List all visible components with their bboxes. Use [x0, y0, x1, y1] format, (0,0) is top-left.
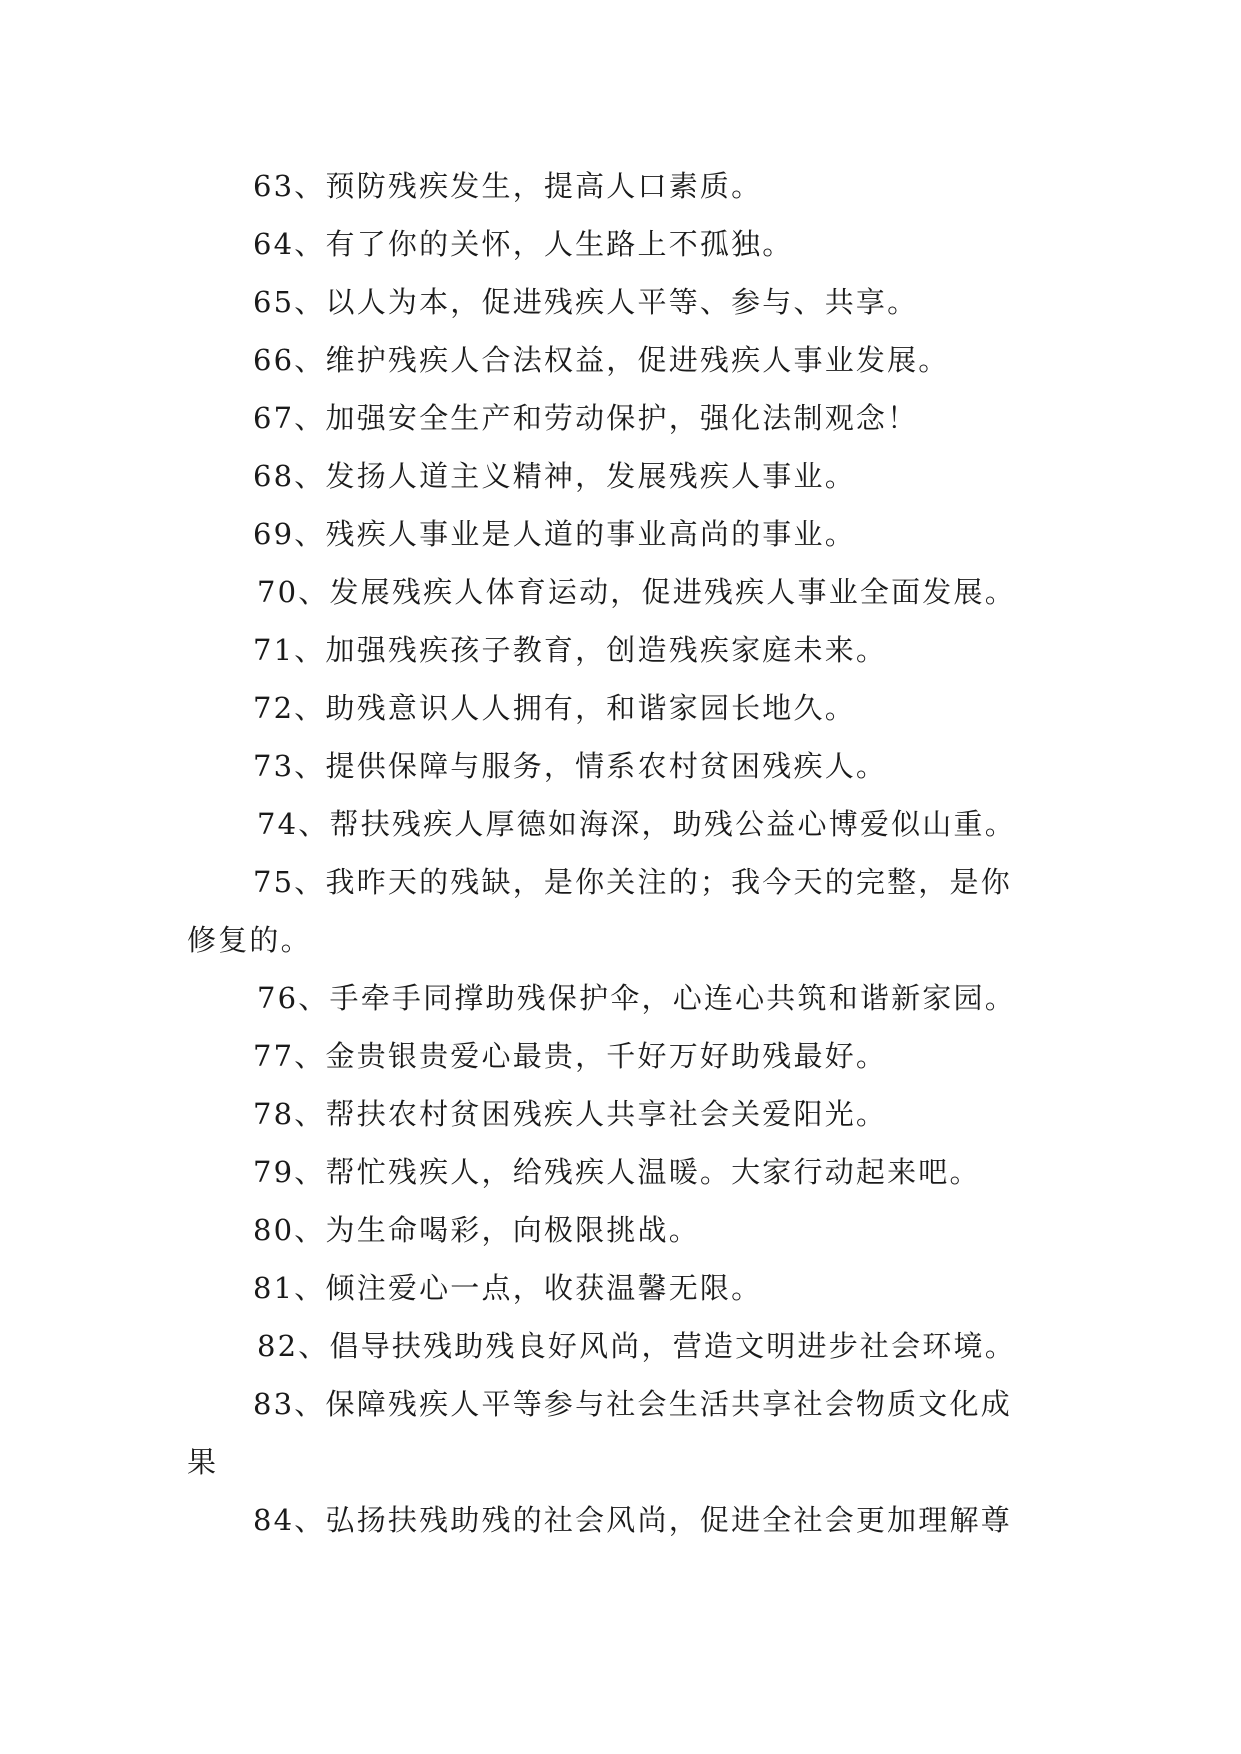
- list-item: 84、弘扬扶残助残的社会风尚，促进全社会更加理解尊: [253, 1503, 1012, 1537]
- list-item: 80、为生命喝彩，向极限挑战。: [253, 1213, 700, 1247]
- list-item: 74、帮扶残疾人厚德如海深，助残公益心博爱似山重。: [257, 807, 1016, 841]
- list-item: 65、以人为本，促进残疾人平等、参与、共享。: [253, 285, 919, 319]
- list-item: 73、提供保障与服务，情系农村贫困残疾人。: [253, 749, 888, 783]
- list-item: 67、加强安全生产和劳动保护，强化法制观念！: [253, 401, 919, 435]
- list-item: 77、金贵银贵爱心最贵，千好万好助残最好。: [253, 1039, 888, 1073]
- list-item: 64、有了你的关怀，人生路上不孤独。: [253, 227, 794, 261]
- list-item: 68、发扬人道主义精神，发展残疾人事业。: [253, 459, 856, 493]
- document-body: [187, 157, 1067, 1549]
- list-item: 66、维护残疾人合法权益，促进残疾人事业发展。: [253, 343, 950, 377]
- list-item: 63、预防残疾发生，提高人口素质。: [253, 169, 763, 203]
- list-item: 75、我昨天的残缺，是你关注的；我今天的完整，是你: [253, 865, 1012, 899]
- list-item: 76、手牵手同撑助残保护伞，心连心共筑和谐新家园。: [257, 981, 1016, 1015]
- list-item: 79、帮忙残疾人，给残疾人温暖。大家行动起来吧。: [253, 1155, 981, 1189]
- list-item: 71、加强残疾孩子教育，创造残疾家庭未来。: [253, 633, 888, 667]
- list-item: 72、助残意识人人拥有，和谐家园长地久。: [253, 691, 856, 725]
- list-item: 70、发展残疾人体育运动，促进残疾人事业全面发展。: [257, 575, 1016, 609]
- list-item: 83、保障残疾人平等参与社会生活共享社会物质文化成: [253, 1387, 1012, 1421]
- list-item: 78、帮扶农村贫困残疾人共享社会关爱阳光。: [253, 1097, 888, 1131]
- list-item: 82、倡导扶残助残良好风尚，营造文明进步社会环境。: [257, 1329, 1016, 1363]
- list-item-continuation: 果: [187, 1445, 219, 1479]
- list-item: 69、残疾人事业是人道的事业高尚的事业。: [253, 517, 856, 551]
- list-item: 81、倾注爱心一点，收获温馨无限。: [253, 1271, 763, 1305]
- list-item-continuation: 修复的。: [187, 923, 312, 957]
